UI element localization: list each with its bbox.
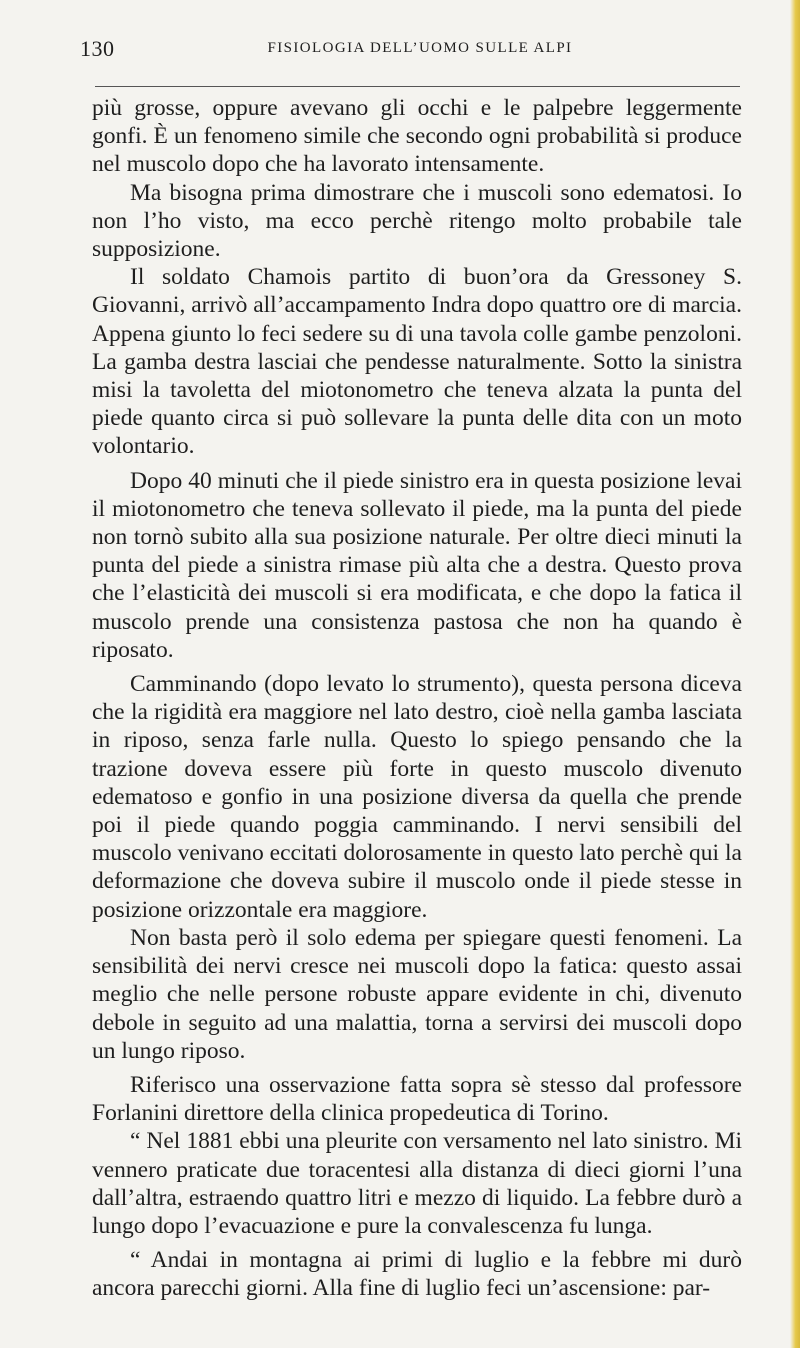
- header-rule: [95, 86, 740, 87]
- paragraph: più grosse, oppure avevano gli occhi e le palpebre leggermente gonfi. È un fenomeno simile che secondo ogni probabilità si produce nel muscolo dopo che ha lavorato intensamente.: [92, 95, 742, 178]
- paragraph: Il soldato Chamois partito di buon’ora da Gressoney S. Giovanni, arrivò all’accampamento Indra dopo quattro ore di marcia. Appena giunto lo feci sedere su di una tavola colle gambe penzoloni. La gamba destra lasciai che pendesse naturalmente. Sotto la sinistra misi la tavoletta del miotonometro che teneva alzata la punta del piede quanto circa si può sollevare la punta delle dita con un moto volontario.: [92, 264, 742, 460]
- body-text: [92, 94, 742, 1303]
- page-header: [80, 36, 740, 66]
- paragraph: Non basta però il solo edema per spiegare questi fenomeni. La sensibilità dei nervi cresce nei muscoli dopo la fatica: questo assai meglio che nelle persone robuste appare evidente in chi, divenuto debole in seguito ad una malattia, torna a servirsi dei muscoli dopo un lungo riposo.: [92, 924, 742, 1064]
- page-number: 130: [80, 36, 115, 61]
- paragraph: Riferisco una osservazione fatta sopra sè stesso dal professore Forlanini direttore della clinica propedeutica di Torino.: [92, 1071, 742, 1127]
- paragraph: Dopo 40 minuti che il piede sinistro era in questa posizione levai il miotonometro che teneva sollevato il piede, ma la punta del piede non tornò subito alla sua posizione naturale. Per oltre dieci minuti la punta del piede a sinistra rimase più alta che a destra. Questo prova che l’elasticità dei muscoli si era modificata, e che dopo la fatica il muscolo prende una consistenza pastosa che non ha quando è riposato.: [92, 467, 742, 663]
- paragraph: Ma bisogna prima dimostrare che i muscoli sono edematosi. Io non l’ho visto, ma ecco perchè ritengo molto probabile tale supposizione.: [92, 179, 742, 263]
- running-title: FISIOLOGIA DELL’UOMO SULLE ALPI: [267, 40, 573, 56]
- quoted-paragraph: “ Nel 1881 ebbi una pleurite con versamento nel lato sinistro. Mi vennero praticate due toracentesi alla distanza di dieci giorni l’una dall’altra, estraendo quattro litri e mezzo di liquido. La febbre durò a lungo dopo l’evacuazione e pure la convalescenza fu lunga.: [92, 1128, 742, 1239]
- quoted-paragraph: “ Andai in montagna ai primi di luglio e la febbre mi durò ancora parecchi giorni. Alla fine di luglio feci un’ascensione: par-: [92, 1247, 742, 1302]
- paragraph: Camminando (dopo levato lo strumento), questa persona diceva che la rigidità era maggiore nel lato destro, cioè nella gamba lasciata in riposo, senza farle nulla. Questo lo spiego pensando che la trazione doveva essere più forte in questo muscolo divenuto edematoso e gonfio in una posizione diversa da quella che prende poi il piede quando poggia camminando. I nervi sensibili del muscolo venivano eccitati dolorosamente in questo lato perchè qui la deformazione che doveva subire il muscolo onde il piede stesse in posizione orizzontale era maggiore.: [92, 671, 742, 923]
- page-edge: [790, 0, 800, 1348]
